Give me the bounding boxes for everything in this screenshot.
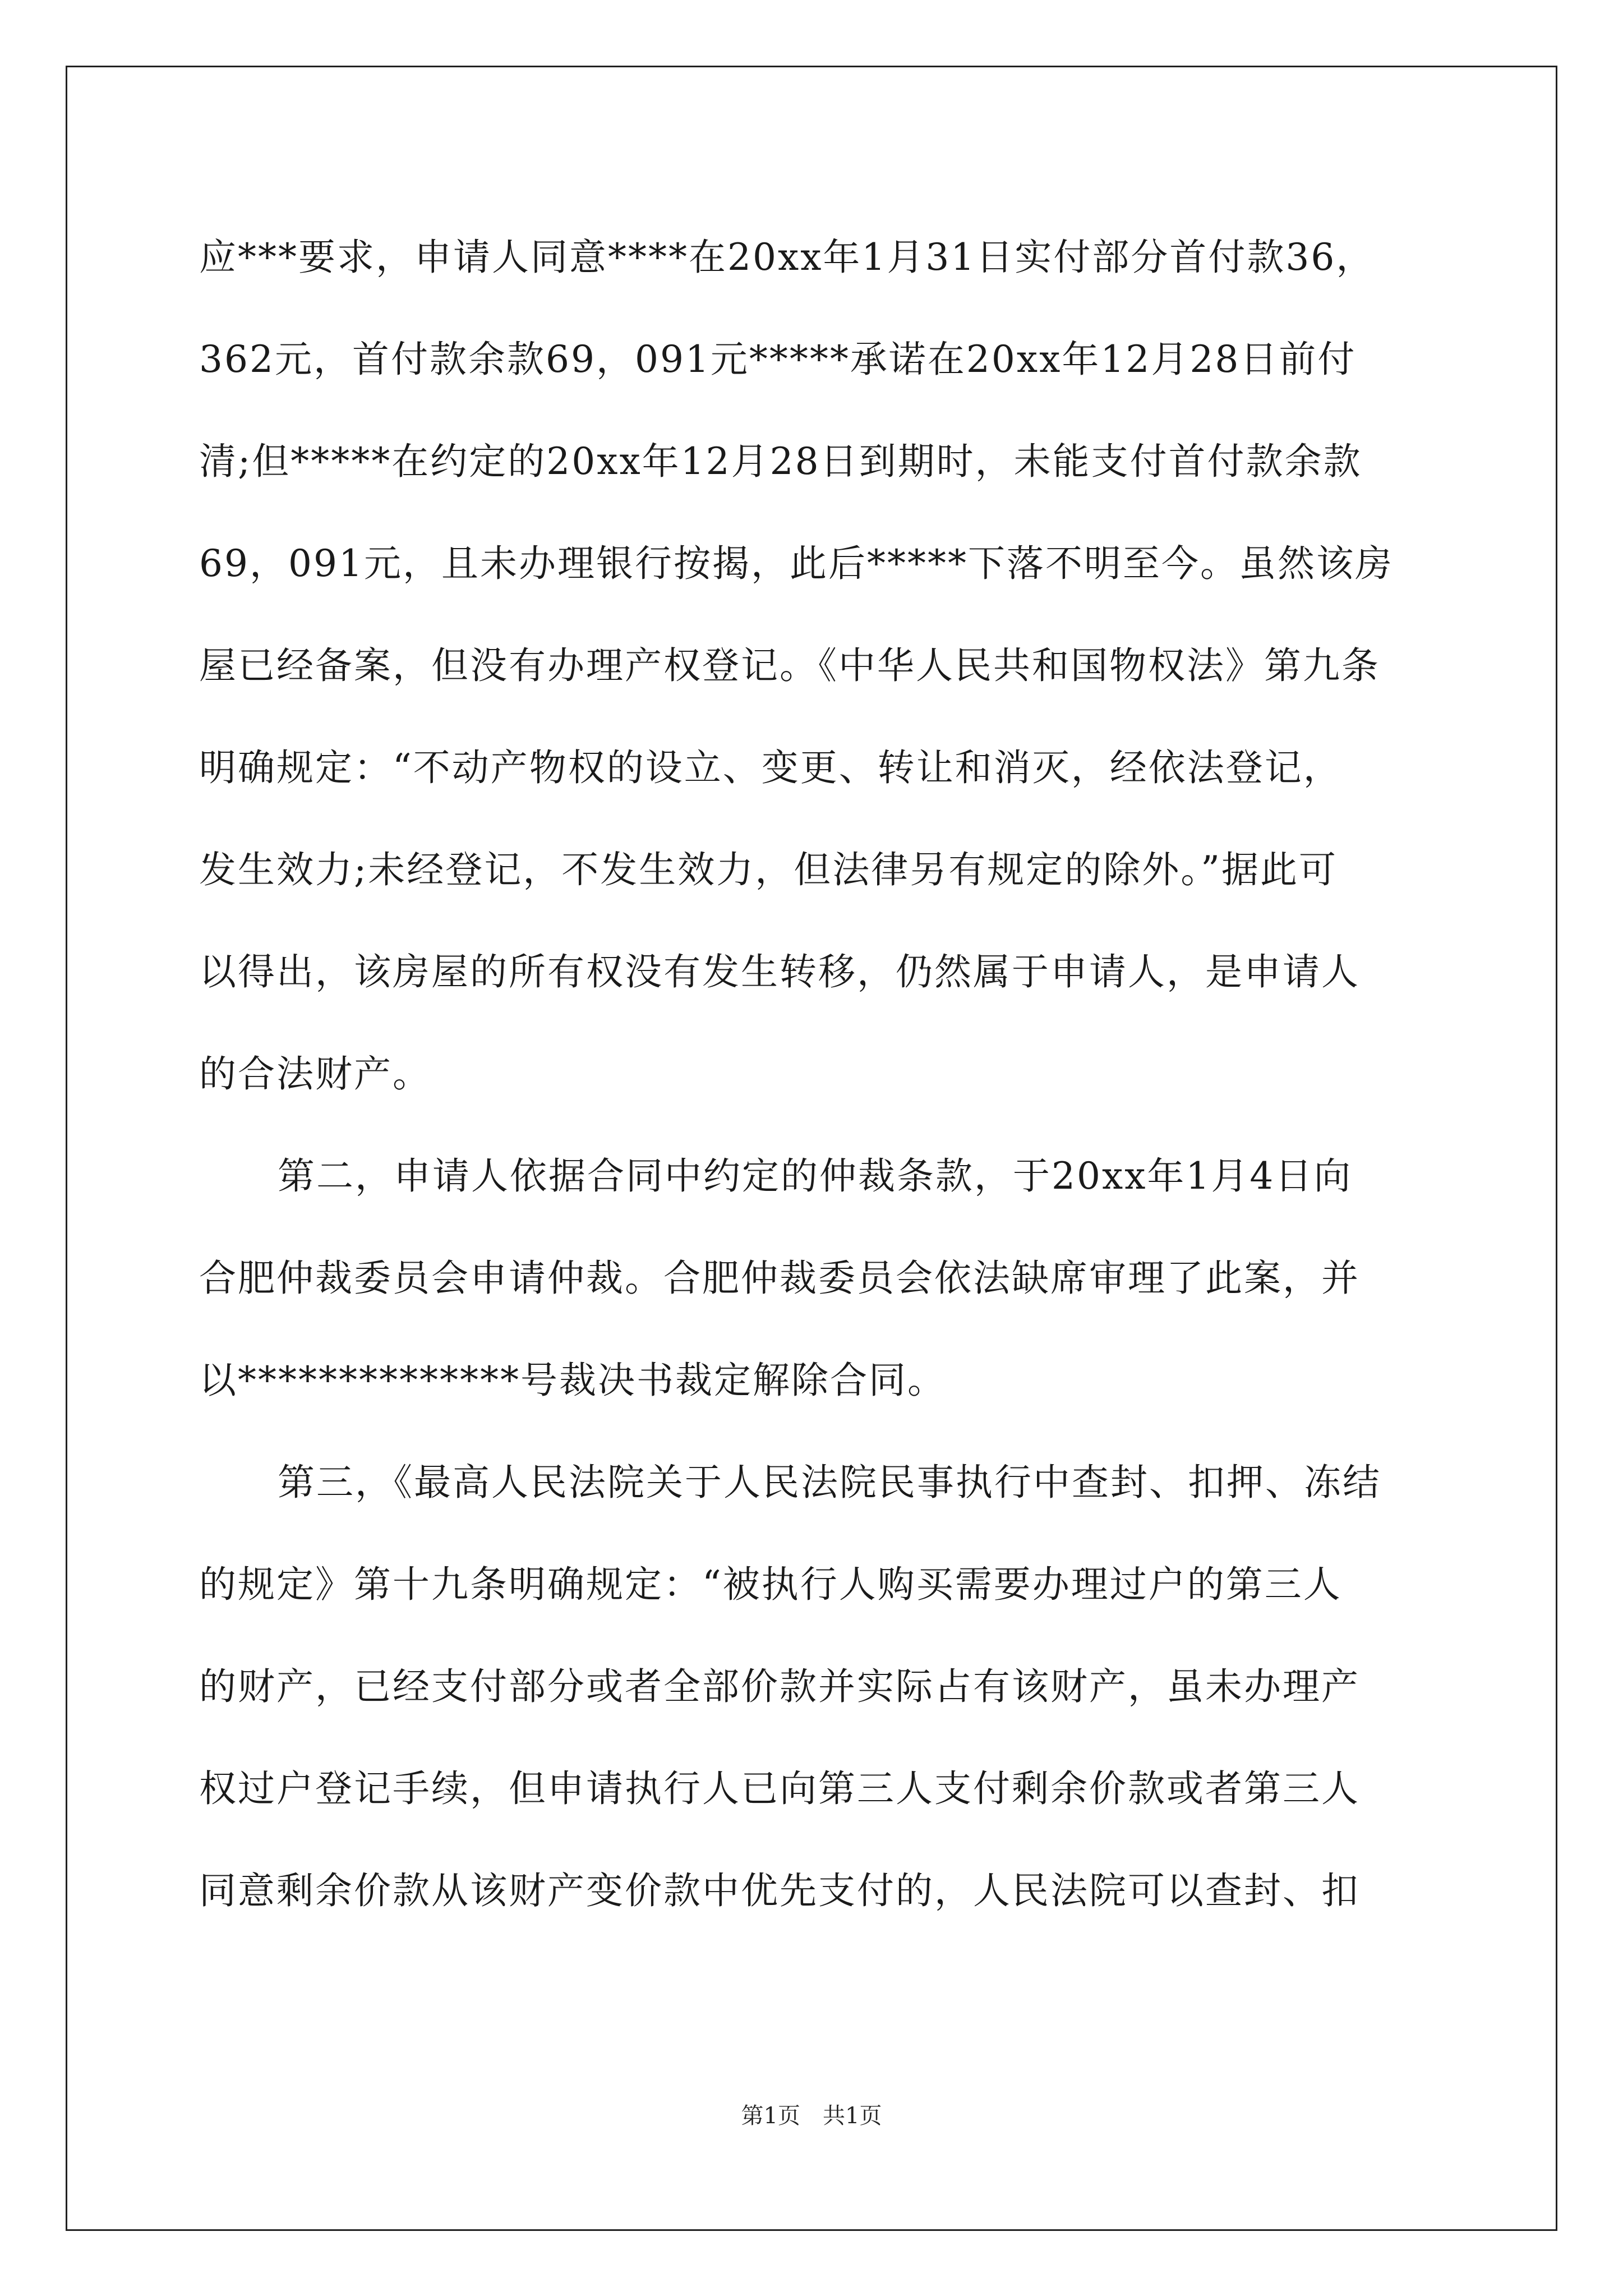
text-line: 69，091元，且未办理银行按揭，此后*****下落不明至今。虽然该房: [199, 542, 1394, 585]
text-line: 屋已经备案，但没有办理产权登记。《中华人民共和国物权法》第九条: [199, 644, 1380, 687]
text-line: 应***要求，申请人同意****在20xx年1月31日实付部分首付款36，: [199, 236, 1375, 279]
page-number: 第1页: [741, 2103, 800, 2129]
page-total: 共1页: [823, 2103, 882, 2129]
text-line: 同意剩余价款从该财产变价款中优先支付的，人民法院可以查封、扣: [199, 1869, 1360, 1912]
document-body: [199, 206, 1427, 1942]
text-line: 362元，首付款余款69，091元*****承诺在20xx年12月28日前付: [199, 338, 1357, 381]
text-line: 以**************号裁决书裁定解除合同。: [199, 1359, 946, 1402]
page-footer: [0, 2098, 1623, 2130]
text-line: 明确规定：“不动产物权的设立、变更、转让和消灭，经依法登记，: [199, 746, 1342, 789]
text-line: 合肥仲裁委员会申请仲裁。合肥仲裁委员会依法缺席审理了此案，并: [199, 1257, 1360, 1300]
text-line: 的规定》第十九条明确规定：“被执行人购买需要办理过户的第三人: [199, 1563, 1342, 1606]
text-line: 的合法财产。: [199, 1052, 431, 1096]
text-line: 清;但*****在约定的20xx年12月28日到期时，未能支付首付款余款: [199, 440, 1362, 483]
text-line: 第二，申请人依据合同中约定的仲裁条款，于20xx年1月4日向: [278, 1154, 1353, 1198]
text-line: 发生效力;未经登记，不发生效力，但法律另有规定的除外。”据此可: [199, 848, 1338, 891]
text-line: 的财产，已经支付部分或者全部价款并实际占有该财产，虽未办理产: [199, 1665, 1360, 1708]
text-line: 以得出，该房屋的所有权没有发生转移，仍然属于申请人，是申请人: [199, 950, 1360, 993]
text-line: 第三，《最高人民法院关于人民法院民事执行中查封、扣押、冻结: [278, 1461, 1381, 1504]
text-line: 权过户登记手续，但申请执行人已向第三人支付剩余价款或者第三人: [199, 1767, 1360, 1810]
